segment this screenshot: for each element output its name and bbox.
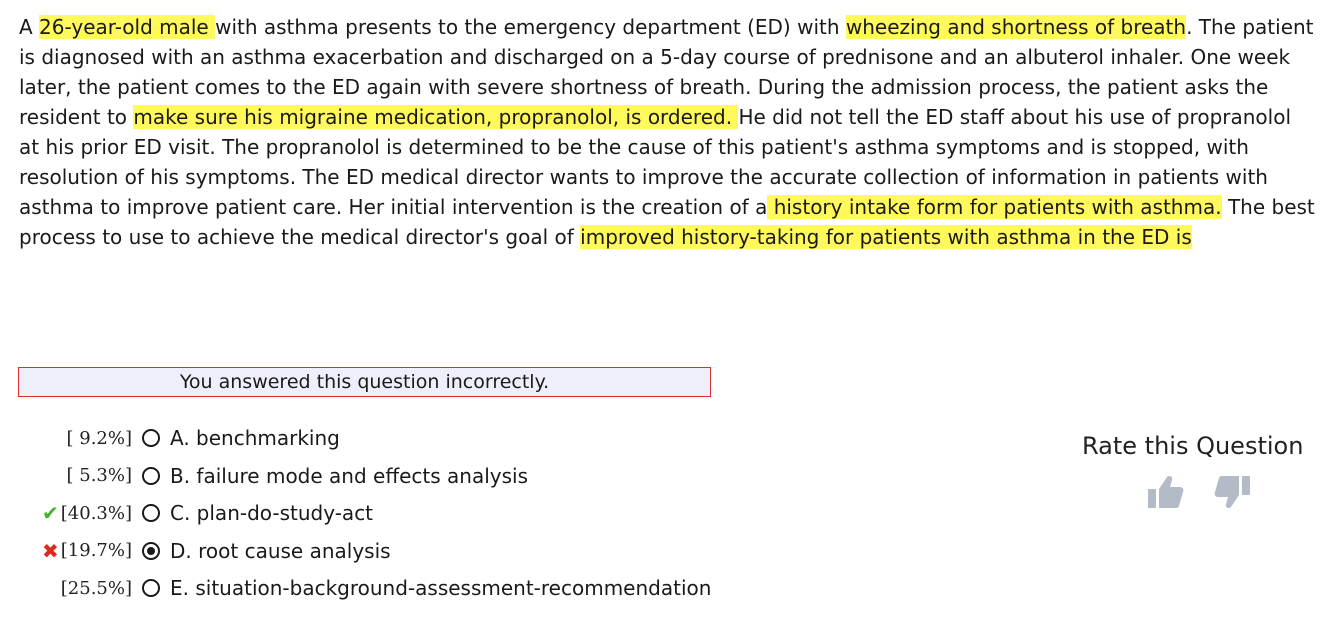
highlighted-text: make sure his migraine medication, propranolol, is ordered. [133,105,739,129]
question-text [19,12,1315,252]
answer-label: D. root cause analysis [170,538,391,563]
radio-button[interactable] [142,504,160,522]
checkmark-icon: ✔ [42,501,59,525]
radio-button[interactable] [142,579,160,597]
rating-buttons [1146,474,1252,510]
feedback-banner: You answered this question incorrectly. [18,367,711,397]
question-segment: with asthma presents to the emergency department (ED) with [215,15,846,39]
thumbs-down-icon[interactable] [1214,474,1252,510]
answer-percent: [40.3%] [60,502,132,524]
highlighted-text: improved history-taking for patients with asthma in the ED is [580,225,1192,249]
answer-label: B. failure mode and effects analysis [170,463,529,488]
answer-percent: [ 9.2%] [66,427,132,449]
answer-option[interactable] [0,571,760,605]
answer-option[interactable] [0,459,760,493]
question-segment: A [19,15,40,39]
answer-label: E. situation-background-assessment-recommendation [170,576,712,600]
rate-title: Rate this Question [1082,432,1304,460]
answer-option[interactable] [0,496,760,530]
answer-option[interactable] [0,534,760,568]
question-segment: The best process to use to achieve the medical director's goal of [19,195,1315,249]
answer-percent: [19.7%] [60,540,132,561]
thumbs-up-icon[interactable] [1146,474,1184,510]
answer-label: A. benchmarking [170,426,340,450]
highlighted-text: 26-year-old male [39,15,216,39]
answer-label: C. plan-do-study-act [170,501,374,525]
answer-option[interactable] [0,421,760,455]
radio-button[interactable] [142,467,160,485]
radio-button[interactable] [142,429,160,447]
highlighted-text: wheezing and shortness of breath [845,15,1187,39]
question-segment: . The patient is diagnosed with an asthma exacerbation and discharged on a 5-day course of prednisone and an albuterol inhaler. One week later, the patient comes to the ED again with severe shortness of breath. During the admission process, the patient asks the resident to [19,15,1314,129]
answer-percent: [25.5%] [60,577,132,599]
answer-percent: [ 5.3%] [66,465,132,486]
x-mark-icon: ✖ [42,538,59,563]
highlighted-text: history intake form for patients with asthma. [767,195,1222,219]
radio-button[interactable] [142,542,160,560]
question-segment: He did not tell the ED staff about his use of propranolol at his prior ED visit. The propranolol is determined to be the cause of this patient's asthma symptoms and is stopped, with resolution of his symptoms. The ED medical director wants to improve the accurate collection of information in patients with asthma to improve patient care. Her initial intervention is the creation of a [19,105,1292,219]
